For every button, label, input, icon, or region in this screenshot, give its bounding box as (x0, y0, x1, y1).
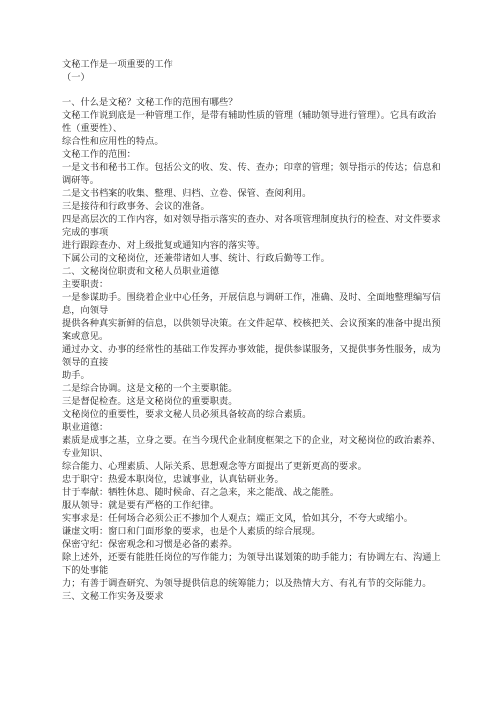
paragraph-line: 三是督促检查。这是文秘岗位的重要职责。 (62, 396, 238, 407)
paragraph-line: 下属公司的文秘岗位，还兼带诸如人事、统计、行政后勤等工作。 (62, 253, 330, 264)
paragraph-line: 甘于奉献：牺牲休息、随时候命、召之急来，来之能战、战之能胜。 (62, 487, 340, 498)
paragraph-line: 职业道德： (62, 422, 109, 433)
document-part-number: （一） (62, 72, 90, 83)
paragraph-line: 助手。 (62, 370, 90, 381)
spacer (62, 84, 442, 96)
paragraph-line: 一、什么是文秘？文秘工作的范围有哪些？ (62, 97, 238, 108)
paragraph-line: 除上述外，还要有能胜任岗位的写作能力；为领导出谋划策的助手能力；有协调左右、沟通上下的处事能 (62, 552, 441, 576)
paragraph-line: 文秘工作的范围： (62, 149, 136, 160)
paragraph-line: 实事求是：任何场合必须公正不掺加个人观点；端正文风，恰如其分，不夸大或缩小。 (62, 513, 414, 524)
paragraph-line: 一是文书和秘书工作。包括公文的收、发、传、查办；印章的管理；领导指示的传达；信息和调研等。 (62, 162, 441, 186)
paragraph-line: 文秘岗位的重要性，要求文秘人员必须具备较高的综合素质。 (62, 409, 312, 420)
paragraph-line: 二是文书档案的收集、整理、归档、立卷、保管、查阅利用。 (62, 188, 312, 199)
paragraph-line: 四是高层次的工作内容，如对领导指示落实的查办、对各项管理制度执行的检查、对文件要求完成的事项 (62, 214, 441, 238)
paragraph-line: 通过办文、办事的经常性的基础工作发挥办事效能，提供参谋服务，又提供事务性服务，成为领导的直接 (62, 344, 441, 368)
document-body (62, 58, 442, 603)
document-content (62, 96, 442, 603)
paragraph-line: 文秘工作说到底是一种管理工作，是带有辅助性质的管理（辅助领导进行管理）。它具有政治性（重要性）、 (62, 110, 437, 134)
paragraph-line: 综合能力、心理素质、人际关系、思想观念等方面提出了更新更高的要求。 (62, 461, 367, 472)
document-title: 文秘工作是一项重要的工作 (62, 59, 173, 70)
paragraph-line: 服从领导：就是要有严格的工作纪律。 (62, 500, 220, 511)
paragraph-line: 主要职责： (62, 279, 109, 290)
paragraph-line: 三是接待和行政事务、会议的准备。 (62, 201, 210, 212)
paragraph-line: 综合性和应用性的特点。 (62, 136, 164, 147)
paragraph-line: 力；有善于调查研究、为领导提供信息的统筹能力；以及热情大方、有礼有节的交际能力。 (62, 578, 432, 589)
paragraph-line: 一是参谋助手。围绕着企业中心任务，开展信息与调研工作，准确、及时、全面地整理编写信息，向领导 (62, 292, 441, 316)
paragraph-line: 谦虚文明：窗口和门面形象的要求，也是个人素质的综合展现。 (62, 526, 321, 537)
paragraph-line: 提供各种真实新鲜的信息，以供领导决策。在文件起草、校核把关、会议预案的准备中提出预案或意见。 (62, 318, 441, 342)
paragraph-line: 二、文秘岗位职责和文秘人员职业道德 (62, 266, 220, 277)
paragraph-line: 忠于职守：热爱本职岗位，忠诚事业，认真钻研业务。 (62, 474, 284, 485)
paragraph-line: 素质是成事之基，立身之要。在当今现代企业制度框架之下的企业，对文秘岗位的政治素养、专业知识、 (62, 435, 441, 459)
paragraph-line: 三、文秘工作实务及要求 (62, 591, 164, 602)
paragraph-line: 二是综合协调。这是文秘的一个主要职能。 (62, 383, 238, 394)
paragraph-line: 进行跟踪查办、对上级批复或通知内容的落实等。 (62, 240, 266, 251)
paragraph-line: 保密守纪：保密观念和习惯是必备的素养。 (62, 539, 238, 550)
